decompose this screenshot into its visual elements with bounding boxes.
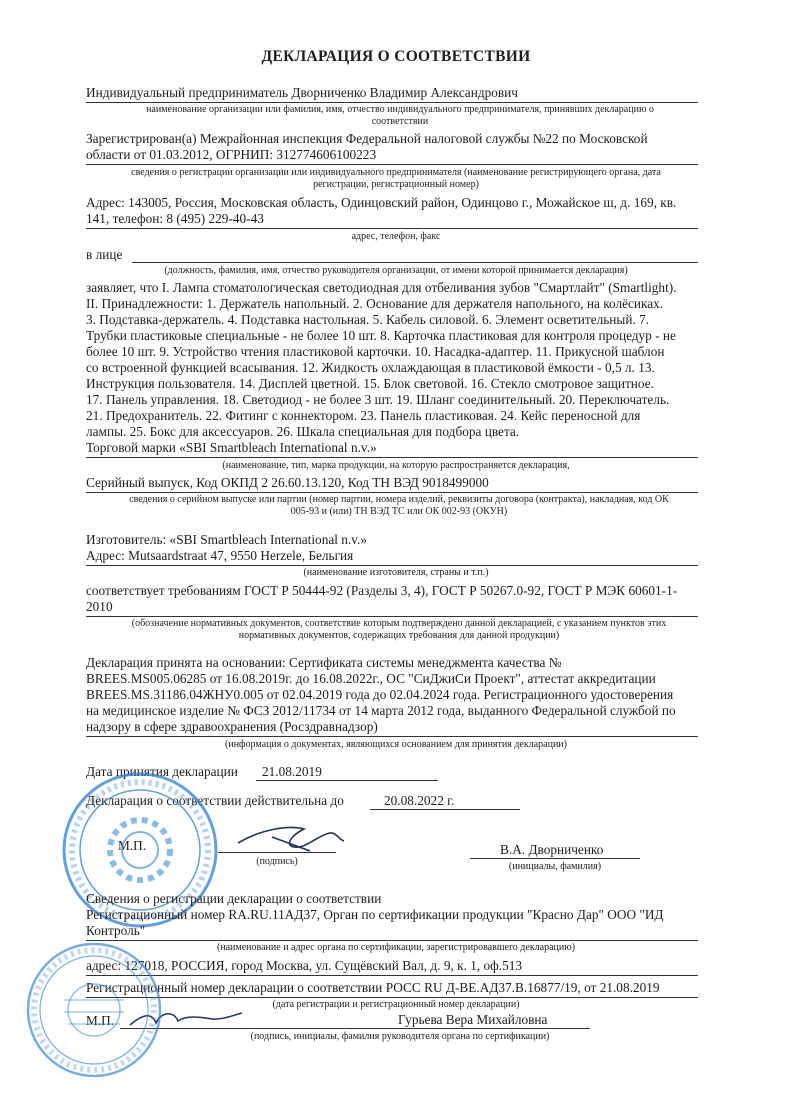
signature-caption: (подпись) [256,856,298,867]
name-caption: (инициалы, фамилия) [508,861,602,872]
product-line: лампы. 25. Бокс для аксессуаров. 26. Шкала специальная для подбора цвета. [86,424,520,439]
standards-caption: (обозначение нормативных документов, соответствие которым подтверждено данной декларацией, с указанием пунктов этих [131,618,667,629]
represented-label: в лице [86,247,123,262]
accepted-date-label: Дата принятия декларации [86,764,238,779]
divider [370,809,520,810]
divider [86,736,698,737]
document-title: ДЕКЛАРАЦИЯ О СООТВЕТСТВИИ [261,48,531,65]
applicant-caption: соответствии [371,116,429,127]
basis-line: BREES.MS.31186.04ЖНУ0.005 от 02.04.2019 года до 02.04.2024 года. Регистрационного удостоверения [86,687,674,702]
divider [470,858,640,859]
address-caption: адрес, телефон, факс [351,231,441,242]
represented-caption: (должность, фамилия, имя, отчество руководителя организации, от имени которой принимается декларация) [164,265,628,276]
product-line: 17. Панель управления. 18. Светодиод - не более 3 шт. 19. Шланг соединительный. 20. Переключатель. [86,392,670,407]
divider [120,1028,590,1029]
reg-info-caption: (дата регистрации и регистрационный номер декларации) [272,999,520,1010]
standards-caption: нормативных документов, содержащих требования для данной продукции) [238,630,560,641]
basis-line: Декларация принята на основании: Сертификата системы менеджмента качества № [86,655,562,670]
product-line: II. Принадлежности: 1. Держатель напольный. 2. Основание для держателя напольного, на колёсиках. [86,296,664,311]
standards-line: 2010 [86,599,113,614]
product-caption: (наименование, тип, марка продукции, на которую распространяется декларация, [222,460,570,471]
manufacturer-caption: (наименование изготовителя, страны и т.п.) [303,567,489,578]
divider [132,262,698,263]
reg-info-header: Сведения о регистрации декларации о соответствии [86,891,382,906]
serial-caption: сведения о серийном выпуске или партии (номер партии, номера изделий, реквизиты договора (контракта), накладная, код ОК [129,494,669,505]
registration-caption: сведения о регистрации организации или индивидуального предпринимателя (наименование регистрирующего органа, дата [131,167,661,178]
product-line: Трубки пластиковые специальные - не более 10 шт. 8. Карточка пластиковая для контроля процедур - не [86,328,676,343]
product-line: 21. Предохранитель. 22. Фитинг с коннектором. 23. Панель пластиковая. 24. Кейс переносной для [86,408,641,423]
address-line: Адрес: 143005, Россия, Московская область, Одинцовский район, Одинцово г., Можайское ш, д. 169, кв. [86,195,677,210]
mp-label: М.П. [86,1013,115,1028]
manufacturer-address: Адрес: Mutsaardstraat 47, 9550 Herzele, Бельгия [86,548,354,563]
divider [256,780,438,781]
basis-caption: (информация о документах, являющихся основанием для принятия декларации) [225,739,567,750]
divider [86,457,698,458]
divider [86,616,698,617]
standards-line: соответствует требованиям ГОСТ Р 50444-92 (Разделы 3, 4), ГОСТ Р 50267.0-92, ГОСТ Р МЭК 60601-1- [86,583,678,598]
basis-line: на медицинское изделие № ФСЗ 2012/11734 от 14 марта 2012 года, выданного Федеральной службой по [86,703,676,718]
divider [86,997,698,998]
reg-info-caption: (наименование и адрес органа по сертификации, зарегистрировавшего декларацию) [216,942,576,953]
registration-caption: регистрации, регистрационный номер) [313,179,479,190]
valid-until-value: 20.08.2022 г. [384,793,455,808]
reg-info-line: Регистрационный номер RA.RU.11АД37, Орган по сертификации продукции "Красно Дар" ООО "ИД [86,907,664,922]
registration-line: Зарегистрирован(а) Межрайонная инспекция Федеральной налоговой службы №22 по Московской [86,131,648,146]
cert-body-head-name: Гурьева Вера Михайловна [398,1012,548,1027]
product-trademark: Торговой марки «SBI Smartbleach International n.v.» [86,440,377,455]
applicant-signatory-name: В.А. Дворниченко [500,842,604,857]
divider [86,102,698,103]
registration-line: области от 01.03.2012, ОГРНИП: 312774606100223 [86,147,377,162]
serial-line: Серийный выпуск, Код ОКПД 2 26.60.13.120, Код ТН ВЭД 9018499000 [86,475,489,490]
applicant-name: Индивидуальный предприниматель Дворниченко Владимир Александрович [86,85,518,100]
divider [86,975,698,976]
basis-line: BREES.MS005.06285 от 16.08.2019г. до 16.08.2022г., ОС "СиДжиСи Проект", аттестат аккредитации [86,671,656,686]
mp-label: М.П. [118,838,147,853]
accepted-date-value: 21.08.2019 [262,764,322,779]
divider [86,492,698,493]
serial-caption: 005-93 и (или) ТН ВЭД ТС или ОК 002-93 (ОКУН) [290,506,508,517]
product-line: Инструкция пользователя. 14. Дисплей цветной. 15. Блок световой. 16. Стекло смотровое защитное. [86,376,654,391]
reg-info-caption: (подпись, инициалы, фамилия руководителя органа по сертификации) [250,1031,550,1042]
declaration-reg-number: Регистрационный номер декларации о соответствии РОСС RU Д-ВЕ.АД37.В.16877/19, от 21.08.2019 [86,980,660,995]
divider [86,565,698,566]
product-line: более 10 шт. 9. Устройство чтения пластиковой карточки. 10. Насадка-адаптер. 11. Прикусной шаблон [86,344,665,359]
product-line: со встроенной функцией всасывания. 12. Жидкость охлаждающая в пластиковой ёмкости - 0,5 л. 13. [86,360,655,375]
reg-info-address: адрес: 127018, РОССИЯ, город Москва, ул. Сущёвский Вал, д. 9, к. 1, оф.513 [86,958,523,973]
address-line: 141, телефон: 8 (495) 229-40-43 [86,211,264,226]
valid-until-label: Декларация о соответствии действительна до [86,793,344,808]
reg-info-line: Контроль" [86,923,146,938]
applicant-caption: наименование организации или фамилия, имя, отчество индивидуального предпринимателя, принявших декларацию о [146,104,654,115]
divider [86,164,698,165]
manufacturer-line: Изготовитель: «SBI Smartbleach International n.v.» [86,532,367,547]
divider [86,940,698,941]
product-line: заявляет, что I. Лампа стоматологическая светодиодная для отбеливания зубов "Смартлайт" (Smartlight). [86,280,677,295]
basis-line: надзору в сфере здравоохранения (Росздравнадзор) [86,719,378,734]
applicant-signature [232,815,352,855]
divider [86,228,698,229]
product-line: 3. Подставка-держатель. 4. Подставка настольная. 5. Кабель силовой. 6. Элемент осветительный. 7. [86,312,650,327]
divider [218,852,336,853]
